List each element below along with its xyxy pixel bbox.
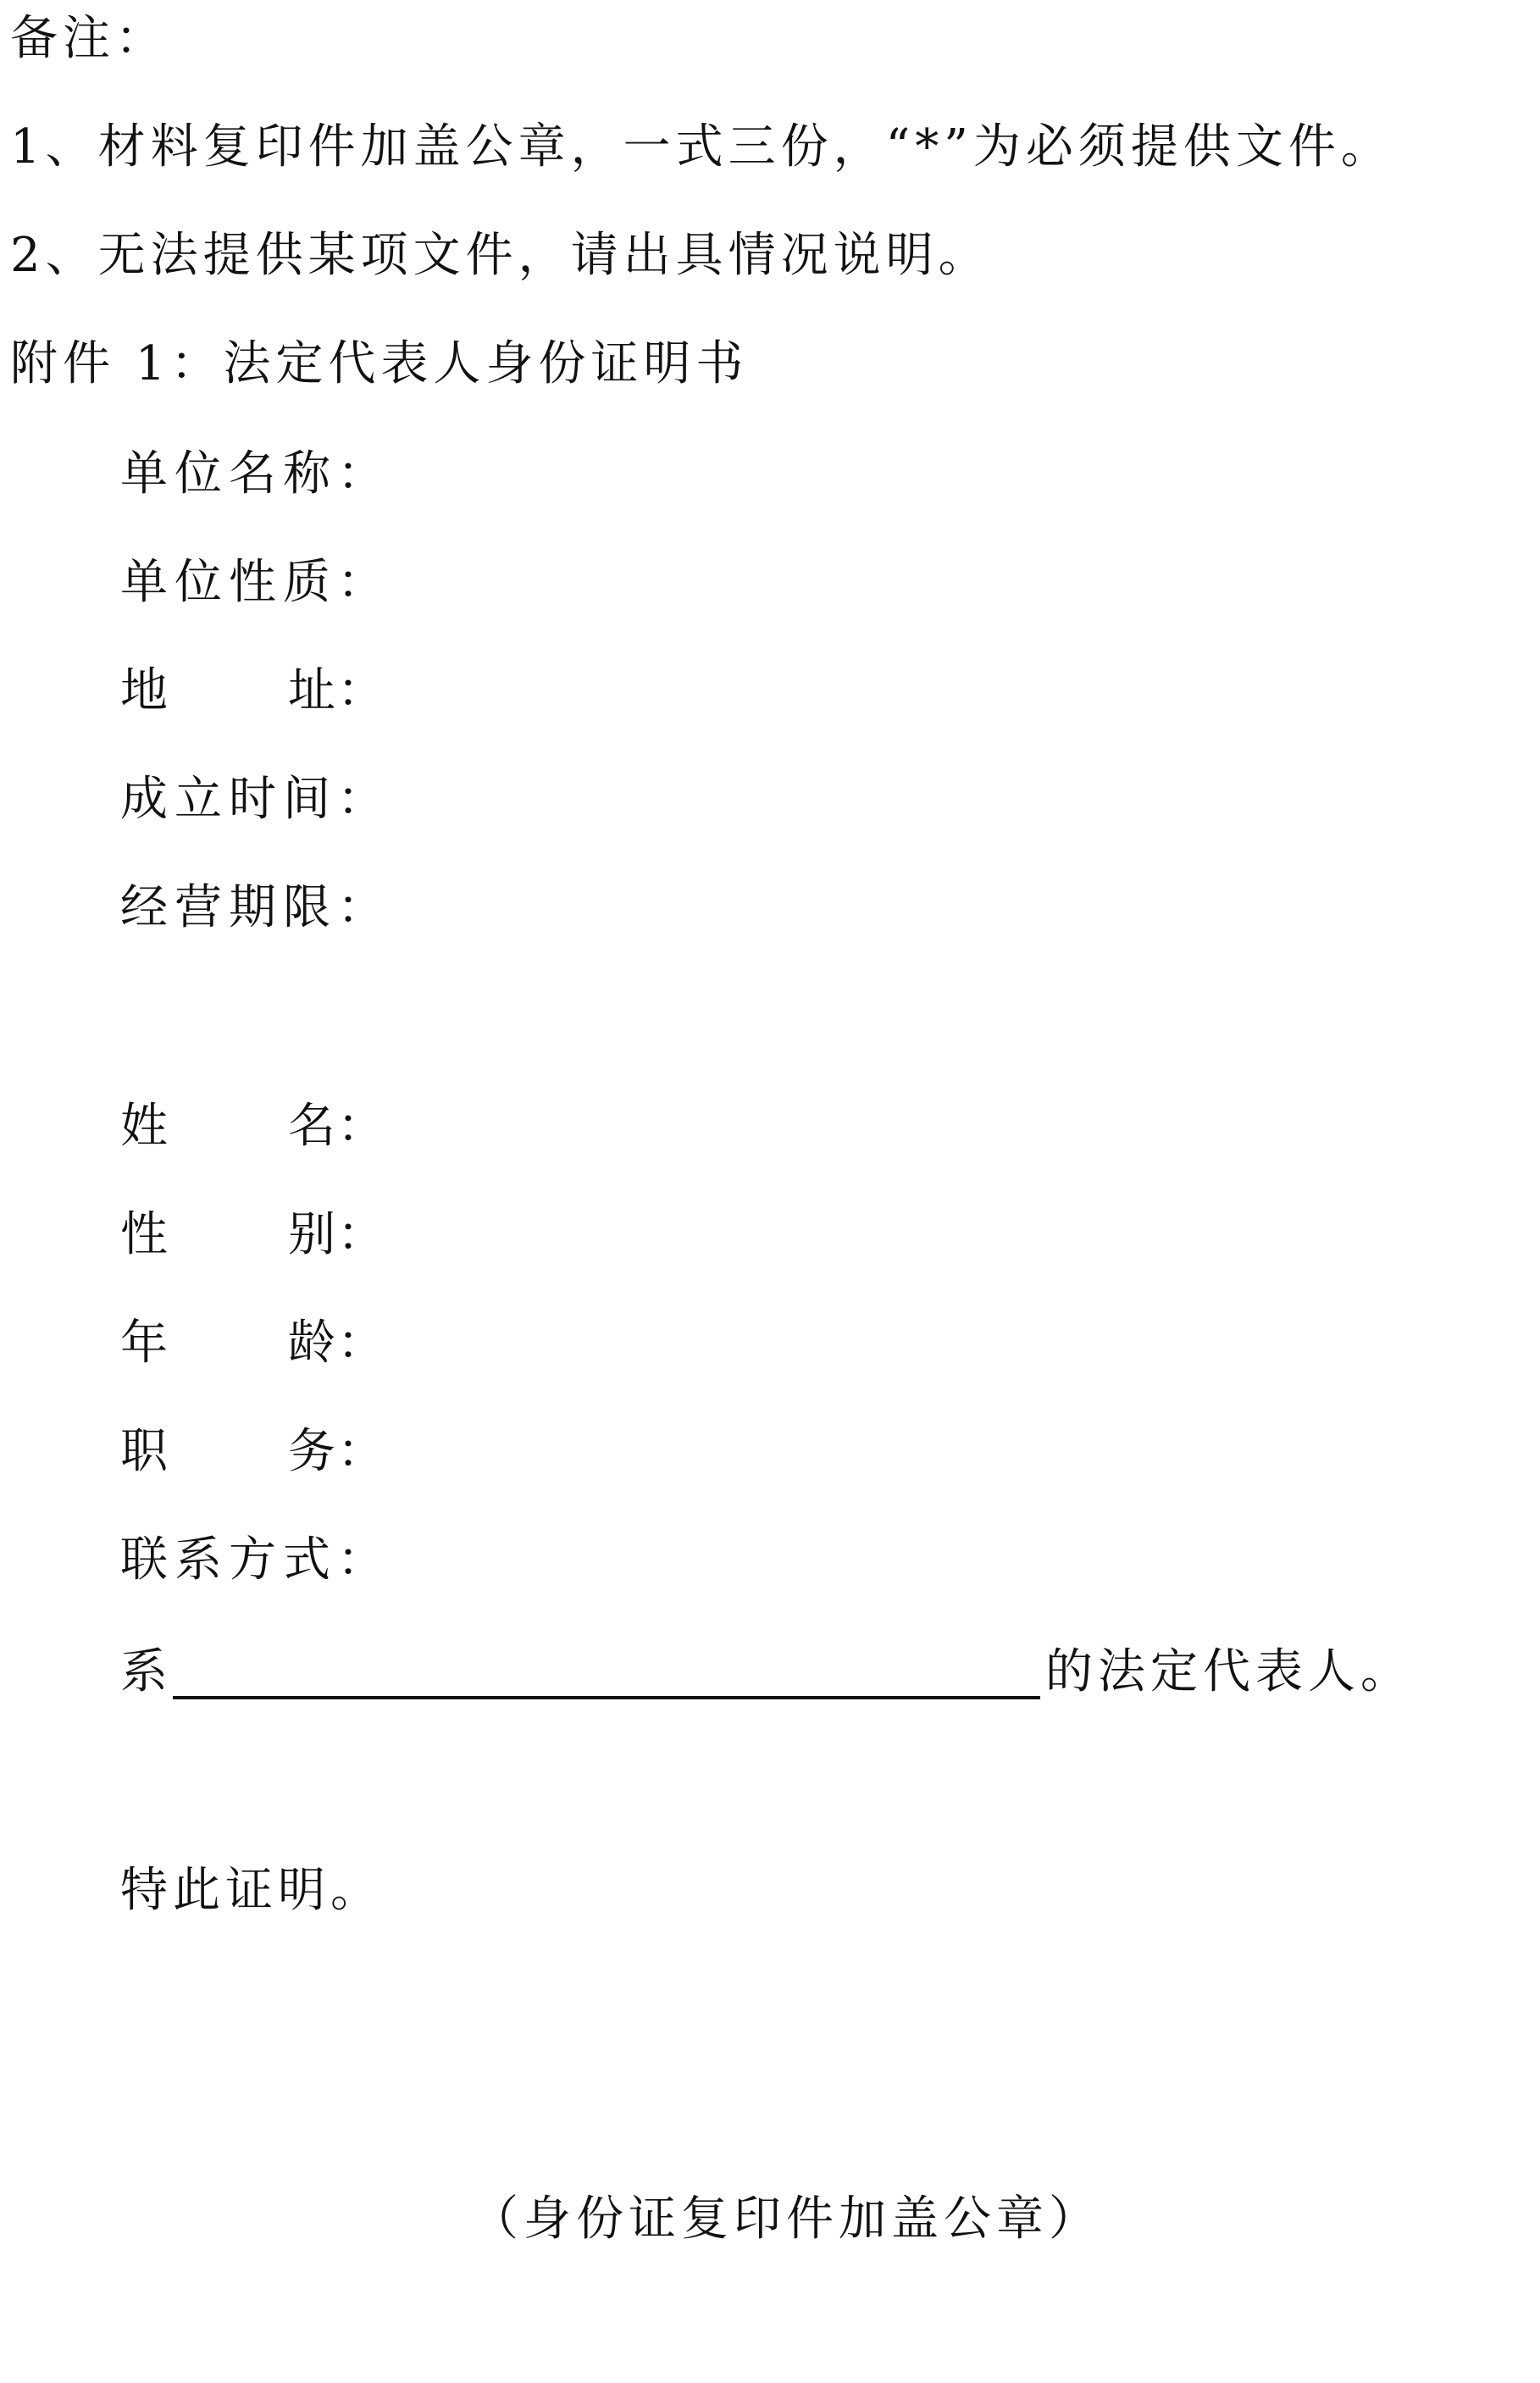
age-label-char2: 龄 <box>288 1316 335 1371</box>
person-name-label-char2: 名 <box>288 1099 335 1154</box>
notes-title: 备注： <box>10 11 168 66</box>
term-label: 经营期限： <box>120 880 391 935</box>
gender-label-char2: 别 <box>288 1207 335 1262</box>
address-colon: ： <box>337 663 385 718</box>
gender-colon: ： <box>337 1207 385 1262</box>
representative-suffix: 的法定代表人。 <box>1045 1644 1413 1699</box>
address-label-char2: 址 <box>288 663 335 718</box>
person-name-colon: ： <box>337 1099 385 1154</box>
note-item-2: 2、无法提供某项文件，请出具情况说明。 <box>10 228 991 283</box>
id-copy-note: （身份证复印件加盖公章） <box>471 2192 1101 2247</box>
position-label-char1: 职 <box>120 1424 168 1479</box>
contact-label: 联系方式： <box>120 1532 391 1588</box>
attachment-heading: 附件 1：法定代表人身份证明书 <box>10 336 749 391</box>
unit-name-label: 单位名称： <box>120 446 391 502</box>
address-label-char1: 地 <box>120 663 168 718</box>
age-colon: ： <box>337 1316 385 1371</box>
person-name-label-char1: 姓 <box>120 1099 168 1154</box>
representative-prefix: 系 <box>120 1644 168 1699</box>
gender-label-char1: 性 <box>120 1207 168 1262</box>
position-colon: ： <box>337 1424 385 1479</box>
representative-statement <box>120 1644 1442 1708</box>
note-item-1: 1、材料复印件加盖公章，一式三份，“*”为必须提供文件。 <box>10 119 1393 175</box>
age-label-char1: 年 <box>120 1316 168 1371</box>
position-label-char2: 务 <box>288 1424 335 1479</box>
established-label: 成立时间： <box>120 772 391 827</box>
certify-text: 特此证明。 <box>120 1863 383 1918</box>
company-name-blank[interactable] <box>173 1696 1040 1699</box>
unit-nature-label: 单位性质： <box>120 555 391 610</box>
